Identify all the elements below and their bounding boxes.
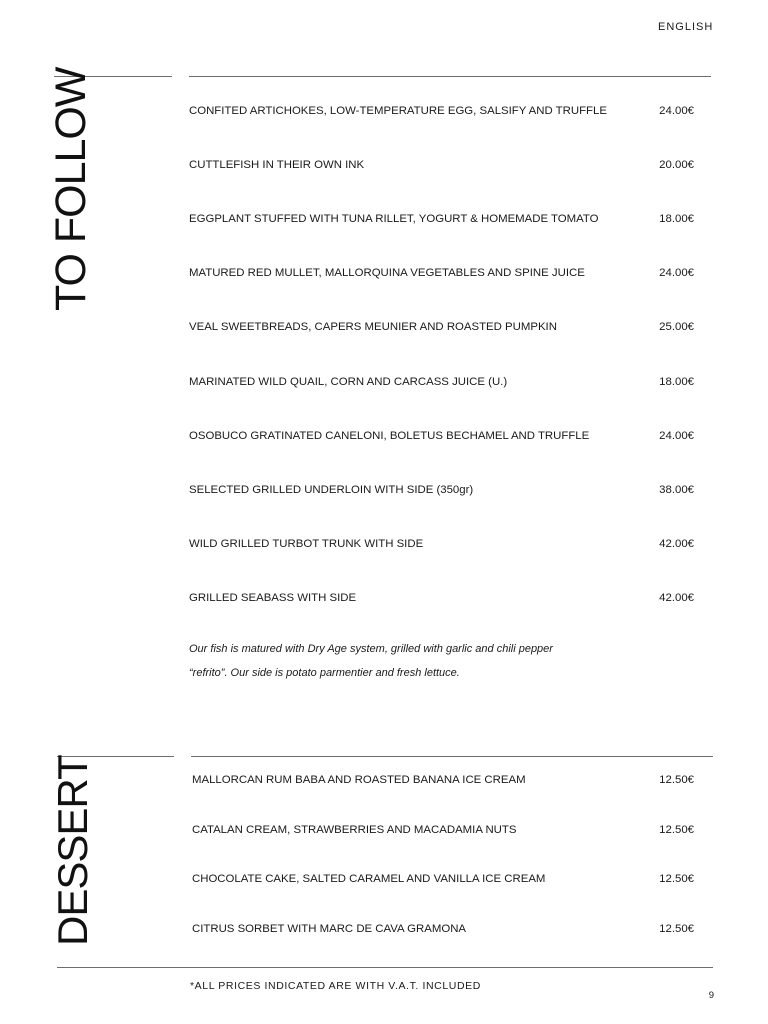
vat-note: *ALL PRICES INDICATED ARE WITH V.A.T. INCLUDED bbox=[190, 980, 481, 992]
item-name: CATALAN CREAM, STRAWBERRIES AND MACADAMIA NUTS bbox=[192, 824, 517, 836]
item-price: 12.50€ bbox=[659, 873, 694, 885]
note-line: Our fish is matured with Dry Age system, grilled with garlic and chili pepper bbox=[189, 643, 553, 655]
item-price: 42.00€ bbox=[659, 538, 694, 550]
item-price: 12.50€ bbox=[659, 923, 694, 935]
item-price: 24.00€ bbox=[659, 430, 694, 442]
item-price: 18.00€ bbox=[659, 213, 694, 225]
item-name: EGGPLANT STUFFED WITH TUNA RILLET, YOGURT & HOMEMADE TOMATO bbox=[189, 213, 599, 225]
item-name: CITRUS SORBET WITH MARC DE CAVA GRAMONA bbox=[192, 923, 467, 935]
item-price: 18.00€ bbox=[659, 376, 694, 388]
item-name: WILD GRILLED TURBOT TRUNK WITH SIDE bbox=[189, 538, 424, 550]
item-name: OSOBUCO GRATINATED CANELONI, BOLETUS BECHAMEL AND TRUFFLE bbox=[189, 430, 590, 442]
item-price: 25.00€ bbox=[659, 321, 694, 333]
note-line: “refrito”. Our side is potato parmentier and fresh lettuce. bbox=[189, 667, 460, 679]
item-price: 38.00€ bbox=[659, 484, 694, 496]
item-name: VEAL SWEETBREADS, CAPERS MEUNIER AND ROASTED PUMPKIN bbox=[189, 321, 557, 333]
item-name: CUTTLEFISH IN THEIR OWN INK bbox=[189, 159, 365, 171]
item-price: 42.00€ bbox=[659, 592, 694, 604]
item-name: SELECTED GRILLED UNDERLOIN WITH SIDE (350gr) bbox=[189, 484, 474, 496]
section-title-dessert: DESSERT bbox=[49, 755, 96, 946]
item-name: MATURED RED MULLET, MALLORQUINA VEGETABLES AND SPINE JUICE bbox=[189, 267, 585, 279]
item-name: MARINATED WILD QUAIL, CORN AND CARCASS JUICE (U.) bbox=[189, 376, 508, 388]
item-name: CHOCOLATE CAKE, SALTED CARAMEL AND VANILLA ICE CREAM bbox=[192, 873, 546, 885]
item-price: 12.50€ bbox=[659, 824, 694, 836]
section-title-to-follow: TO FOLLOW bbox=[47, 67, 95, 311]
item-name: GRILLED SEABASS WITH SIDE bbox=[189, 592, 357, 604]
section-divider-right bbox=[189, 76, 711, 77]
item-price: 20.00€ bbox=[659, 159, 694, 171]
item-price: 12.50€ bbox=[659, 774, 694, 786]
section-divider-right bbox=[191, 756, 713, 757]
page-number: 9 bbox=[708, 990, 714, 1001]
item-name: MALLORCAN RUM BABA AND ROASTED BANANA ICE CREAM bbox=[192, 774, 526, 786]
footer-divider bbox=[57, 967, 713, 968]
item-price: 24.00€ bbox=[659, 267, 694, 279]
item-price: 24.00€ bbox=[659, 105, 694, 117]
language-label: ENGLISH bbox=[658, 21, 714, 33]
item-name: CONFITED ARTICHOKES, LOW-TEMPERATURE EGG, SALSIFY AND TRUFFLE bbox=[189, 105, 607, 117]
